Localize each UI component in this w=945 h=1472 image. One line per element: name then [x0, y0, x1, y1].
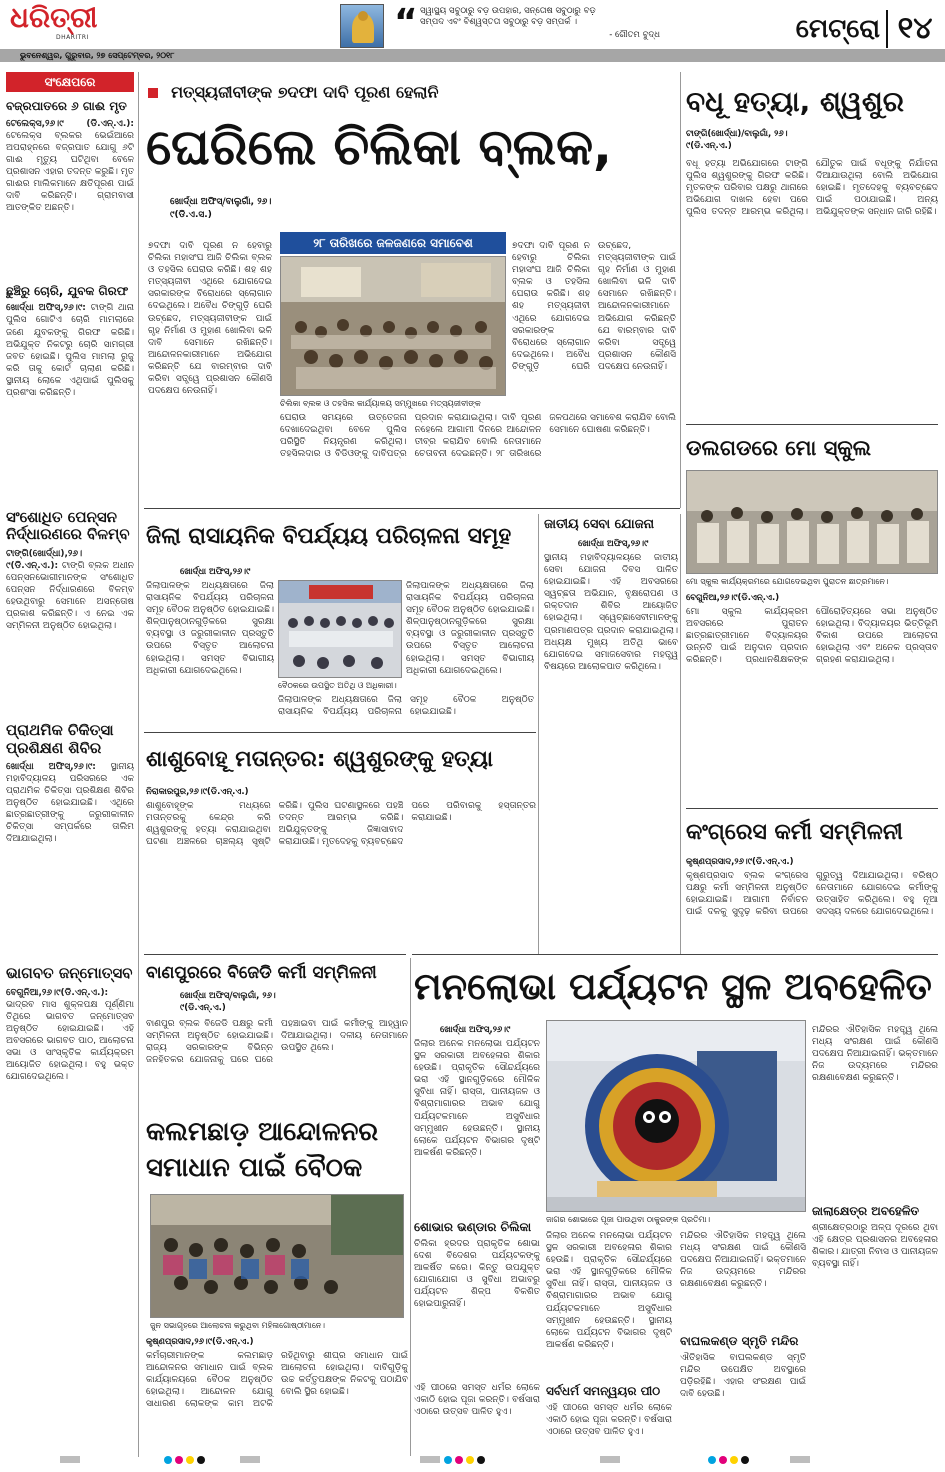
brief-headline: ସଂଶୋଧିତ ପେନ୍‌ସନ ନିର୍ଦ୍ଧାରଣରେ ବିଳମ୍ବ: [6, 508, 130, 544]
inlaw-headline: ଶାଶୁବୋହୂ ମତାନ୍ତର: ଶ୍ୱଶୁରଙ୍କୁ ହତ୍ୟା: [146, 747, 494, 772]
quote-icon: “: [394, 6, 418, 36]
briefs-tag: ସଂକ୍ଷେପରେ: [6, 72, 134, 92]
chem-body-a: ଜିଲାପାଳଙ୍କ ଅଧ୍ୟକ୍ଷତାରେ ଜିଲା ରାସାୟନିକ ବିପର୍ଯ୍ୟୟ ପରିଚାଳନା ସମୂହ ବୈଠକ ଅନୁଷ୍ଠିତ ହୋଇଯାଇଛି। ଶିଳ୍ପାନୁଷ୍ଠାନଗୁଡ଼ିକରେ ସୁରକ୍ଷା ବ୍ୟବସ୍ଥା ଓ ଜରୁରୀକାଳୀନ ପ୍ରସ୍ତୁତି ଉପରେ ବିସ୍ତୃତ ଆଲୋଚନା ହୋଇଥିଲା। ସମସ୍ତ ବିଭାଗୀୟ ଅଧିକାରୀ ଯୋଗଦେଇଥିଲେ।: [146, 581, 274, 676]
school-photo: [686, 470, 938, 574]
nss-headline: ଜାତୀୟ ସେବା ଯୋଜନା: [544, 517, 655, 532]
section-rule: [686, 424, 938, 425]
murder-body: ବଧୂ ହତ୍ୟା ଅଭିଯୋଗରେ ଟାଙ୍ଗି ପୁଲିସ ଶ୍ୱଶୁରଙ୍କୁ ଗିରଫ କରିଛି। ମୃତକଙ୍କ ପରିବାର ପକ୍ଷରୁ ଥାନାରେ ଅଭିଯୋଗ ଦାଖଲ ହେବା ପରେ ପୁଲିସ ତଦନ୍ତ ଆରମ୍ଭ କରିଥିଲା। ଯୌତୁକ ପାଇଁ ବଧୂଙ୍କୁ ନିର୍ଯାତନା ଦିଆଯାଉଥିଲା ବୋଲି ଅଭିଯୋଗ ହୋଇଛି। ମୃତଦେହକୁ ବ୍ୟବଚ୍ଛେଦ ପାଇଁ ପଠାଯାଇଛି। ଅନ୍ୟ ଅଭିଯୁକ୍ତଙ୍କ ସନ୍ଧାନ ଜାରି ରହିଛି।: [686, 159, 938, 218]
women-group-image: [151, 1195, 404, 1318]
brief-body: ଟାଙ୍ଗି ବ୍ଲକ ଅଧୀନ ପେନ୍‌ସନଭୋଗୀମାନଙ୍କ ସଂଶୋଧିତ ପେନ୍‌ସନ ନିର୍ଦ୍ଧାରଣରେ ବିଳମ୍ବ ହେଉଥିବାରୁ ସେମାନେ ଅସନ୍ତୋଷ ପ୍ରକାଶ କରିଛନ୍ତି। ଏ ନେଇ ଏକ ସମ୍ମିଳନୀ ଅନୁଷ୍ଠିତ ହୋଇଥିଲା।: [6, 560, 134, 632]
brief-headline: ପ୍ରାଥମିକ ଚିକିତ୍ସା ପ୍ରଶିକ୍ଷଣ ଶିବିର: [6, 721, 114, 757]
murder-dateline: ଟାଙ୍ଗି(ଖୋର୍ଦ୍ଧା)/ବାଲୁଗାଁ, ୨୬।୯(ଡି.ଏନ୍.ଏ.): [686, 129, 788, 151]
lead-headline: ଘେରିଲେ ଚିଲିକା ବ୍ଲକ,: [146, 118, 613, 176]
left-briefs-column: [6, 72, 134, 1457]
logo-text: ଧରିତ୍ରୀ: [10, 2, 98, 34]
brief-2: [6, 285, 134, 400]
kalam-caption: ଜୁନ ସଭାଗୃହରେ ଆଲୋଚନା କରୁଥିବା ମହିଳାଗୋଷ୍ଠୀମାନେ।: [150, 1321, 325, 1330]
brief-headline: ବଜ୍ରପାତରେ ୬ ଗାଈ ମୃତ: [6, 99, 127, 113]
tourism-subtext-4: ଶ୍ରୀକ୍ଷେତ୍ରଠାରୁ ଅଳ୍ପ ଦୂରରେ ଥିବା ଏହି କ୍ଷେତ୍ର ପ୍ରଶାସନର ଅବହେଳାର ଶିକାର। ଯାତ୍ରୀ ନିବାସ ଓ ପାନୀୟଜଳ ବ୍ୟବସ୍ଥା ନାହିଁ।: [812, 1223, 938, 1270]
chem-dateline: ଖୋର୍ଦ୍ଧା ଅଫିସ୍,୨୬।୯: [180, 567, 251, 577]
school-body: ମୋ ସ୍କୁଲ କାର୍ଯ୍ୟକ୍ରମ ଅବସରରେ ପୁରାତନ ଛାତ୍ରଛାତ୍ରୀମାନେ ବିଦ୍ୟାଳୟର ଉନ୍ନତି ପାଇଁ ଅନୁଦାନ ପ୍ରଦାନ କରିଛନ୍ତି। ପ୍ରଧାନଶିକ୍ଷକଙ୍କ ପୌରୋହିତ୍ୟରେ ସଭା ଅନୁଷ୍ଠିତ ହୋଇଥିଲା। ବିଦ୍ୟାଳୟର ଭିତ୍ତିଭୂମି ବିକାଶ ଉପରେ ଆଲୋଚନା ହୋଇଥିଲା ଏବଂ ଅନେକ ପ୍ରସ୍ତାବ ଗ୍ରହଣ କରାଯାଇଥିଲା।: [686, 607, 938, 666]
tourism-mid-body: ଜିଲାର ଅନେକ ମନଲୋଭା ପର୍ଯ୍ୟଟନ ସ୍ଥଳ ସରକାରୀ ଅବହେଳାର ଶିକାର ହେଉଛି। ପ୍ରାକୃତିକ ସୌନ୍ଦର୍ଯ୍ୟରେ ଭରା ଏହି ସ୍ଥାନଗୁଡ଼ିକରେ ମୌଳିକ ସୁବିଧା ନାହିଁ। ରାସ୍ତା, ପାନୀୟଜଳ ଓ ବିଶ୍ରାମାଗାରର ଅଭାବ ଯୋଗୁ ପର୍ଯ୍ୟଟକମାନେ ଅସୁବିଧାର ସମ୍ମୁଖୀନ ହେଉଛନ୍ତି। ସ୍ଥାନୀୟ ଲୋକେ ପର୍ଯ୍ୟଟନ ବିଭାଗର ଦୃଷ୍ଟି ଆକର୍ଷଣ କରିଛନ୍ତି।: [546, 1231, 672, 1350]
logo-subtext: DHARITRI: [56, 34, 89, 41]
brief-body: ଟେଲେକ୍ସ ବ୍ଲକର ଭେଇଁଆରେ ଅପରାହ୍ନରେ ବଜ୍ରପାତ ଯୋଗୁ ୬ଟି ଗାଈ ମୃତ୍ୟୁ ଘଟିଥିବା ବେଳେ ପ୍ରଶାସନ ଏହାର ତଦନ୍ତ କରୁଛି। ମୃତ ଗାଈର ମାଲିକମାନେ କ୍ଷତିପୂରଣ ପାଇଁ ଦାବି କରିଛନ୍ତି। ଗ୍ରାମବାସୀ ଆତଙ୍କିତ ଅଛନ୍ତି।: [6, 130, 134, 214]
column-rule: [538, 514, 539, 954]
brief-body: ସ୍ଥାନୀୟ ମହାବିଦ୍ୟାଳୟ ପରିସରରେ ଏକ ପ୍ରାଥମିକ ଚିକିତ୍ସା ପ୍ରଶିକ୍ଷଣ ଶିବିର ଅନୁଷ୍ଠିତ ହୋଇଯାଇଛି। ଏଥିରେ ଛାତ୍ରଛାତ୍ରୀଙ୍କୁ ଜରୁରୀକାଳୀନ ଚିକିତ୍ସା ସମ୍ପର୍କରେ ତାଲିମ ଦିଆଯାଇଥିଲା।: [6, 761, 134, 845]
meeting-hall-image: [279, 581, 402, 678]
tourism-right-body: ମନ୍ଦିରର ଐତିହାସିକ ମହତ୍ତ୍ୱ ଥିଲେ ମଧ୍ୟ ସଂରକ୍ଷଣ ପାଇଁ କୌଣସି ପଦକ୍ଷେପ ନିଆଯାଇନାହିଁ। ଭକ୍ତମାନେ ନିଜ ଉଦ୍ୟମରେ ମନ୍ଦିରର ରକ୍ଷଣାବେକ୍ଷଣ କରୁଛନ୍ତି।: [812, 1025, 938, 1084]
tourism-subhead-3: ବାଘଲକଣ୍ଡ ସ୍ମୃତି ମନ୍ଦିର: [680, 1334, 799, 1348]
print-bar: [420, 1456, 440, 1463]
buddha-image: [340, 4, 384, 48]
bjd-body: ବାଣପୁର ବ୍ଲକ ବିଜେଡି ପକ୍ଷରୁ କର୍ମୀ ସମ୍ମିଳନୀ ଅନୁଷ୍ଠିତ ହୋଇଯାଇଛି। ରାଜ୍ୟ ସରକାରଙ୍କ ବିଭିନ୍ନ ଜନହିତକର ଯୋଜନାକୁ ଘରେ ଘରେ ପହଞ୍ଚାଇବା ପାଇଁ କର୍ମୀଙ୍କୁ ଆହ୍ୱାନ ଦିଆଯାଇଥିଲା। ଦଳୀୟ ନେତାମାନେ ଉପସ୍ଥିତ ଥିଲେ।: [146, 1019, 408, 1066]
brief-4: [6, 722, 134, 845]
edition-line: ଭୁବନେଶ୍ୱର, ଗୁରୁବାର, ୨୭ ସେପ୍ଟେମ୍ବର, ୨୦୧୮: [20, 51, 175, 60]
brief-headline: ଛୁଞ୍ଚିରୁ ଚୋରି, ଯୁବକ ଗିରଫ: [6, 283, 129, 298]
brief-body: ଟାଙ୍ଗି ଥାନା ପୁଲିସ ଗୋଟିଏ ଚୋରି ମାମଲାରେ ଜଣେ ଯୁବକଙ୍କୁ ଗିରଫ କରିଛି। ଅଭିଯୁକ୍ତ ନିକଟରୁ ଚୋରି ସାମଗ୍ରୀ ଜବତ ହୋଇଛି। ପୁଲିସ ମାମଲା ରୁଜୁ କରି ତାକୁ କୋର୍ଟ ଚାଲାଣ କରିଛି। ସ୍ଥାନୀୟ ଲୋକେ ଏଥିପାଇଁ ପୁଲିସକୁ ପ୍ରଶଂସା କରିଛନ୍ତି।: [6, 303, 134, 398]
lead-kicker: [148, 82, 668, 104]
brief-3: [6, 509, 134, 632]
nss-dateline: ଖୋର୍ଦ୍ଧା ଅଫିସ୍,୨୬।୯: [578, 539, 649, 549]
brief-dateline: ଖୋର୍ଦ୍ଧା ଅଫିସ୍,୨୬।୯:: [6, 303, 86, 314]
tourism-dateline: ଖୋର୍ଦ୍ଧା ଅଫିସ୍,୨୬।୯: [440, 1025, 511, 1035]
deity-shrine-image: [547, 1021, 806, 1212]
chem-body-b: ଜିଲାପାଳଙ୍କ ଅଧ୍ୟକ୍ଷତାରେ ଜିଲା ରାସାୟନିକ ବିପର୍ଯ୍ୟୟ ପରିଚାଳନା ସମୂହ ବୈଠକ ଅନୁଷ୍ଠିତ ହୋଇଯାଇଛି।: [278, 695, 534, 718]
nss-body: ସ୍ଥାନୀୟ ମହାବିଦ୍ୟାଳୟରେ ଜାତୀୟ ସେବା ଯୋଜନା ଦିବସ ପାଳିତ ହୋଇଯାଇଛି। ଏହି ଅବସରରେ ସ୍ୱଚ୍ଛତା ଅଭିଯାନ, ବୃକ୍ଷରୋପଣ ଓ ରକ୍ତଦାନ ଶିବିର ଆୟୋଜିତ ହୋଇଥିଲା। ସ୍ୱେଚ୍ଛାସେବୀମାନଙ୍କୁ ପ୍ରମାଣପତ୍ର ପ୍ରଦାନ କରାଯାଇଥିଲା। ଅଧ୍ୟକ୍ଷ ମୁଖ୍ୟ ଅତିଥି ଭାବେ ଯୋଗଦେଇ ସମାଜସେବାର ମହତ୍ତ୍ୱ ବିଷୟରେ ଆଲୋକପାତ କରିଥିଲେ।: [544, 553, 678, 672]
bjd-dateline: ଖୋର୍ଦ୍ଧା ଅଫିସ୍/ବାଲୁଗାଁ, ୨୬।୯(ଡି.ଏନ୍.ଏ.): [180, 991, 276, 1013]
brief-dateline: ଖୋର୍ଦ୍ଧା ଅଫିସ୍,୨୬।୯:: [6, 761, 96, 772]
brief-dateline: ବେଗୁନିଆ,୨୬।୯(ଡି.ଏନ୍.ଏ.):: [6, 987, 109, 998]
lead-photo: [280, 256, 506, 396]
tourism-subtext-1: ଚିଲିକା ହ୍ରଦର ପ୍ରାକୃତିକ ଶୋଭା ଦେଶ ବିଦେଶର ପର୍ଯ୍ୟଟକଙ୍କୁ ଆକର୍ଷିତ କରେ। କିନ୍ତୁ ଉପଯୁକ୍ତ ଯୋଗାଯୋଗ ଓ ସୁବିଧା ଅଭାବରୁ ପର୍ଯ୍ୟଟନ ଶିଳ୍ପ ବିକଶିତ ହୋଇପାରୁନାହିଁ।: [414, 1239, 540, 1310]
section-title: ମେଟ୍ରୋ: [795, 14, 880, 44]
school-gathering-image: [687, 471, 938, 574]
school-headline: ଡଲଗଡରେ ମୋ ସ୍କୁଲ: [686, 436, 872, 460]
column-rule: [138, 72, 139, 1457]
brief-headline: ଭାଗବତ ଜନ୍ମୋତ୍ସବ: [6, 964, 133, 983]
tourism-subhead-4: ଜାଲାକ୍ଷେତ୍ର ଅବହେଳିତ: [812, 1204, 920, 1218]
brief-body: ଭାଦ୍ରବ ମାସ ଶୁକ୍ଳପକ୍ଷ ପୂର୍ଣ୍ଣିମା ତିଥିରେ ଭାଗବତ ଜନ୍ମୋତ୍ସବ ଅନୁଷ୍ଠିତ ହୋଇଯାଇଛି। ଏହି ଅବସରରେ ଭାଗବତ ପାଠ, ଆଲୋଚନା ସଭା ଓ ସାଂସ୍କୃତିକ କାର୍ଯ୍ୟକ୍ରମ ଆୟୋଜିତ ହୋଇଥିଲା। ବହୁ ଭକ୍ତ ଯୋଗଦେଇଥିଲେ।: [6, 999, 134, 1083]
tourism-subhead-2: ସର୍ବଧର୍ମ ସମନ୍ୱୟର ପୀଠ: [546, 1384, 661, 1398]
tourism-subhead-1: ଶୋଭାର ଭଣ୍ଡାର ଚିଲିକା: [414, 1220, 532, 1234]
bjd-headline: ବାଣପୁରରେ ବିଜେଡି କର୍ମୀ ସମ୍ମିଳନୀ: [146, 963, 377, 983]
kalam-dateline: କୃଷ୍ଣପ୍ରସାଦ,୨୬।୯(ଡି.ଏନ୍.ଏ.): [146, 1337, 254, 1347]
tourism-subtext-3: ଐତିହାସିକ ବାଘଲକଣ୍ଡ ସ୍ମୃତି ମନ୍ଦିର ଉପେକ୍ଷିତ ଅବସ୍ଥାରେ ପଡ଼ିରହିଛି। ଏହାର ସଂରକ୍ଷଣ ପାଇଁ ଦାବି ହେଉଛି।: [680, 1353, 806, 1400]
masthead-logo: [10, 2, 140, 44]
congress-dateline: କୃଷ୍ଣପ୍ରସାଦ,୨୬।୯(ଡି.ଏନ୍.ଏ.): [686, 857, 794, 867]
section-rule: [686, 808, 938, 809]
section-rule: [412, 954, 938, 955]
school-caption: ମୋ ସ୍କୁଲ କାର୍ଯ୍ୟକ୍ରମରେ ଯୋଗଦେଇଥିବା ପୁରାତନ ଛାତ୍ରମାନେ।: [686, 577, 889, 586]
print-bar: [240, 1456, 260, 1463]
print-bar: [790, 1456, 810, 1463]
inlaw-dateline: ନିରାକାରପୁର,୨୬।୯(ଡି.ଏନ୍.ଏ.): [146, 787, 249, 797]
brief-1: [6, 100, 134, 215]
chem-caption: ବୈଠକରେ ଉପସ୍ଥିତ ଅତିଥି ଓ ଅଧିକାରୀ।: [278, 681, 397, 690]
masthead: [0, 0, 945, 64]
tourism-subtext-2: ଏହି ପୀଠରେ ସମସ୍ତ ଧର୍ମର ଲୋକେ ଏକାଠି ହୋଇ ପୂଜା କରନ୍ତି। ବର୍ଷସାରା ଏଠାରେ ଉତ୍ସବ ପାଳିତ ହୁଏ।: [546, 1403, 672, 1438]
kicker-bullet-icon: [148, 88, 158, 98]
kalam-body: କର୍ମଚାରୀମାନଙ୍କ କଲମଛାଡ଼ ଆନ୍ଦୋଳନର ସମାଧାନ ପାଇଁ ବ୍ଲକ କାର୍ଯ୍ୟାଳୟରେ ବୈଠକ ଅନୁଷ୍ଠିତ ହୋଇଥିଲା। ଆନ୍ଦୋଳନ ଯୋଗୁ ସାଧାରଣ ଲୋକଙ୍କ କାମ ଅଟକି ରହିଥିବାରୁ ଶୀଘ୍ର ସମାଧାନ ପାଇଁ ଆଲୋଚନା ହୋଇଥିଲା। ଦାବିଗୁଡ଼ିକୁ ଉଚ୍ଚ କର୍ତ୍ତୃପକ୍ଷଙ୍କ ନିକଟକୁ ପଠାଯିବ ବୋଲି ସ୍ଥିର ହୋଇଛି।: [146, 1351, 408, 1410]
lead-photo-caption: ଚିଲିକା ବ୍ଲକ ଓ ତହସିଲ କାର୍ଯ୍ୟାଳୟ ସମ୍ମୁଖରେ ମତ୍ସ୍ୟଜୀବୀଙ୍କ: [280, 399, 481, 408]
brief-dateline: ଟାଙ୍ଗି(ଖୋର୍ଦ୍ଧା),୨୬।୯(ଡି.ଏନ୍.ଏ.):: [6, 548, 83, 571]
lead-sub-banner: ୨୮ ତାରିଖରେ ଜଳଜଣରେ ସମାବେଶ: [280, 232, 506, 254]
congress-body: କୃଷ୍ଣପ୍ରସାଦ ବ୍ଲକ କଂଗ୍ରେସ ପକ୍ଷରୁ କର୍ମୀ ସମ୍ମିଳନୀ ଅନୁଷ୍ଠିତ ହୋଇଯାଇଛି। ଆଗାମୀ ନିର୍ବାଚନ ପାଇଁ ଦଳକୁ ସୁଦୃଢ଼ କରିବା ଉପରେ ଗୁରୁତ୍ୱ ଦିଆଯାଇଥିଲା। ବରିଷ୍ଠ ନେତାମାନେ ଯୋଗଦେଇ କର୍ମୀଙ୍କୁ ଉତ୍ସାହିତ କରିଥିଲେ। ବହୁ ନୂଆ ସଦସ୍ୟ ଦଳରେ ଯୋଗଦେଇଥିଲେ।: [686, 871, 938, 918]
cmyk-marks: [444, 1456, 485, 1464]
edition-band: [0, 49, 945, 62]
tourism-headline: ମନଲୋଭା ପର୍ଯ୍ୟଟନ ସ୍ଥଳ ଅବହେଳିତ: [414, 965, 932, 1008]
chem-photo: [278, 580, 402, 678]
quote-line-1: ସ୍ୱାସ୍ଥ୍ୟ ସବୁଠାରୁ ବଡ଼ ଉପହାର, ସନ୍ତୋଷ ସବୁଠାରୁ ବଡ଼: [420, 6, 596, 16]
murder-headline: ବଧୂ ହତ୍ୟା, ଶ୍ୱଶୁର: [686, 85, 904, 118]
protest-crowd-image: [281, 257, 506, 396]
congress-headline: କଂଗ୍ରେସ କର୍ମୀ ସମ୍ମିଳନୀ: [686, 820, 903, 845]
section-rule: [144, 954, 406, 955]
kalam-photo: [150, 1194, 404, 1318]
tourism-caption: ଜାଗର ଶୋଭାରେ ପୂଜା ପାଉଥିବା ଠାକୁରଙ୍କ ପ୍ରତିମା।: [546, 1215, 711, 1224]
tourism-left-more: ଏହି ପୀଠରେ ସମସ୍ତ ଧର୍ମର ଲୋକେ ଏକାଠି ହୋଇ ପୂଜା କରନ୍ତି। ବର୍ଷସାରା ଏଠାରେ ଉତ୍ସବ ପାଳିତ ହୁଏ।: [414, 1383, 540, 1418]
cmyk-marks: [708, 1456, 749, 1464]
brief-5: [6, 965, 134, 1083]
quote-line-2: ସମ୍ପଦ ଏବଂ ବିଶ୍ୱସ୍ତତା ସବୁଠାରୁ ବଡ଼ ସମ୍ପର୍କ ।: [420, 17, 578, 27]
page-number: ୧୪: [886, 10, 942, 48]
column-rule: [680, 514, 681, 954]
print-bar: [60, 1456, 80, 1463]
lead-body-b: ଘେରାଉ ସମୟରେ ଉତ୍ତେଜନା ଦେଖାଦେଇଥିବା ବେଳେ ପୁଲିସ ପରିସ୍ଥିତି ନିୟନ୍ତ୍ରଣ କରିଥିଲା। ତହସିଲଦାର ଓ ବିଡିଓଙ୍କୁ ଦାବିପତ୍ର ପ୍ରଦାନ କରାଯାଇଥିଲା। ଦାବି ପୂରଣ ନହେଲେ ଆଗାମୀ ଦିନରେ ଆନ୍ଦୋଳନ ତୀବ୍ର କରାଯିବ ବୋଲି ନେତାମାନେ ଚେତାବନୀ ଦେଇଛନ୍ତି। ୨୮ ତାରିଖରେ ଜଳପଥରେ ସମାବେଶ କରାଯିବ ବୋଲି ସେମାନେ ଘୋଷଣା କରିଛନ୍ତି।: [280, 413, 676, 460]
tourism-photo: [546, 1020, 806, 1212]
lead-kicker-text: ମତ୍ସ୍ୟଜୀବୀଙ୍କ ୭ଦଫା ଦାବି ପୂରଣ ହେଲାନି: [171, 82, 439, 102]
column-rule: [680, 72, 681, 508]
lead-body-a: ୭ଦଫା ଦାବି ପୂରଣ ନ ହେବାରୁ ଚିଲିକା ମହାସଂଘ ଆଜି ଚିଲିକା ବ୍ଲକ ଓ ତହସିଲ ଘେରାଉ କରିଛି। ଶହ ଶହ ମତ୍ସ୍ୟଜୀବୀ ଏଥିରେ ଯୋଗଦେଇ ସରକାରଙ୍କ ବିରୋଧରେ ସ୍ଲୋଗାନ ଦେଇଥିଲେ। ଅବୈଧ ଚିଙ୍ଗୁଡ଼ି ଘେରି ଉଚ୍ଛେଦ, ମତ୍ସ୍ୟଜୀବୀଙ୍କ ପାଇଁ ଗୃହ ନିର୍ମାଣ ଓ ମୁହାଣ ଖୋଲିବା ଭଳି ଦାବି ସେମାନେ ରଖିଛନ୍ତି। ଆନ୍ଦୋଳନକାରୀମାନେ ଅଭିଯୋଗ କରିଛନ୍ତି ଯେ ବାରମ୍ବାର ଦାବି କରିବା ସତ୍ତ୍ୱେ ପ୍ରଶାସନ କୌଣସି ପଦକ୍ଷେପ ନେଉନାହିଁ।: [148, 241, 272, 397]
kalam-headline: କଲମଛାଡ଼ ଆନ୍ଦୋଳନର ସମାଧାନ ପାଇଁ ବୈଠକ: [146, 1117, 379, 1183]
print-bar: [600, 1456, 620, 1463]
section-rule: [144, 732, 536, 733]
chem-body-c: ଜିଲାପାଳଙ୍କ ଅଧ୍ୟକ୍ଷତାରେ ଜିଲା ରାସାୟନିକ ବିପର୍ଯ୍ୟୟ ପରିଚାଳନା ସମୂହ ବୈଠକ ଅନୁଷ୍ଠିତ ହୋଇଯାଇଛି। ଶିଳ୍ପାନୁଷ୍ଠାନଗୁଡ଼ିକରେ ସୁରକ୍ଷା ବ୍ୟବସ୍ଥା ଓ ଜରୁରୀକାଳୀନ ପ୍ରସ୍ତୁତି ଉପରେ ବିସ୍ତୃତ ଆଲୋଚନା ହୋଇଥିଲା। ସମସ୍ତ ବିଭାଗୀୟ ଅଧିକାରୀ ଯୋଗଦେଇଥିଲେ।: [406, 581, 534, 676]
inlaw-body: ଶାଶୁବୋହୂଙ୍କ ମଧ୍ୟରେ ମତାନ୍ତରକୁ କେନ୍ଦ୍ର କରି ଶ୍ୱଶୁରଙ୍କୁ ହତ୍ୟା କରାଯାଇଥିବା ଘଟଣା ଅଞ୍ଚଳରେ ଚାଞ୍ଚଲ୍ୟ ସୃଷ୍ଟି କରିଛି। ପୁଲିସ ଘଟଣାସ୍ଥଳରେ ପହଞ୍ଚି ତଦନ୍ତ ଆରମ୍ଭ କରିଛି। ଅଭିଯୁକ୍ତଙ୍କୁ ଜିଜ୍ଞାସାବାଦ କରାଯାଉଛି। ମୃତଦେହକୁ ବ୍ୟବଚ୍ଛେଦ ପରେ ପରିବାରକୁ ହସ୍ତାନ୍ତର କରାଯାଇଛି।: [146, 801, 536, 848]
lead-dateline: ଖୋର୍ଦ୍ଧା ଅଫିସ୍/ବାଲୁଗାଁ, ୨୬।୯(ଡି.ଏ.ସ.): [170, 197, 272, 220]
quote-author: - ଗୌତମ ବୁଦ୍ଧ: [609, 30, 660, 40]
section-rule: [144, 508, 680, 509]
school-dateline: ବେଗୁନିଆ,୨୬।୯(ଡି.ଏନ୍.ଏ.): [686, 593, 780, 603]
cmyk-marks: [164, 1456, 205, 1464]
chem-headline: ଜିଲା ରାସାୟନିକ ବିପର୍ଯ୍ୟୟ ପରିଚାଳନା ସମୂହ: [146, 524, 512, 549]
column-rule: [410, 958, 411, 1456]
brief-dateline: ଟେଲେକ୍ସ,୨୬।୯ (ଡି.ଏନ୍.ଏ.):: [6, 118, 134, 129]
tourism-body: ଜିଲାର ଅନେକ ମନଲୋଭା ପର୍ଯ୍ୟଟନ ସ୍ଥଳ ସରକାରୀ ଅବହେଳାର ଶିକାର ହେଉଛି। ପ୍ରାକୃତିକ ସୌନ୍ଦର୍ଯ୍ୟରେ ଭରା ଏହି ସ୍ଥାନଗୁଡ଼ିକରେ ମୌଳିକ ସୁବିଧା ନାହିଁ। ରାସ୍ତା, ପାନୀୟଜଳ ଓ ବିଶ୍ରାମାଗାରର ଅଭାବ ଯୋଗୁ ପର୍ଯ୍ୟଟକମାନେ ଅସୁବିଧାର ସମ୍ମୁଖୀନ ହେଉଛନ୍ତି। ସ୍ଥାନୀୟ ଲୋକେ ପର୍ଯ୍ୟଟନ ବିଭାଗର ଦୃଷ୍ଟି ଆକର୍ଷଣ କରିଛନ୍ତି।: [414, 1039, 540, 1158]
tourism-col3-body: ମନ୍ଦିରର ଐତିହାସିକ ମହତ୍ତ୍ୱ ଥିଲେ ମଧ୍ୟ ସଂରକ୍ଷଣ ପାଇଁ କୌଣସି ପଦକ୍ଷେପ ନିଆଯାଇନାହିଁ। ଭକ୍ତମାନେ ନିଜ ଉଦ୍ୟମରେ ମନ୍ଦିରର ରକ୍ଷଣାବେକ୍ଷଣ କରୁଛନ୍ତି।: [680, 1231, 806, 1290]
lead-body-c: ୭ଦଫା ଦାବି ପୂରଣ ନ ହେବାରୁ ଚିଲିକା ମହାସଂଘ ଆଜି ଚିଲିକା ବ୍ଲକ ଓ ତହସିଲ ଘେରାଉ କରିଛି। ଶହ ଶହ ମତ୍ସ୍ୟଜୀବୀ ଏଥିରେ ଯୋଗଦେଇ ସରକାରଙ୍କ ବିରୋଧରେ ସ୍ଲୋଗାନ ଦେଇଥିଲେ। ଅବୈଧ ଚିଙ୍ଗୁଡ଼ି ଘେରି ଉଚ୍ଛେଦ, ମତ୍ସ୍ୟଜୀବୀଙ୍କ ପାଇଁ ଗୃହ ନିର୍ମାଣ ଓ ମୁହାଣ ଖୋଲିବା ଭଳି ଦାବି ସେମାନେ ରଖିଛନ୍ତି। ଆନ୍ଦୋଳନକାରୀମାନେ ଅଭିଯୋଗ କରିଛନ୍ତି ଯେ ବାରମ୍ବାର ଦାବି କରିବା ସତ୍ତ୍ୱେ ପ୍ରଶାସନ କୌଣସି ପଦକ୍ଷେପ ନେଉନାହିଁ।: [512, 241, 676, 372]
